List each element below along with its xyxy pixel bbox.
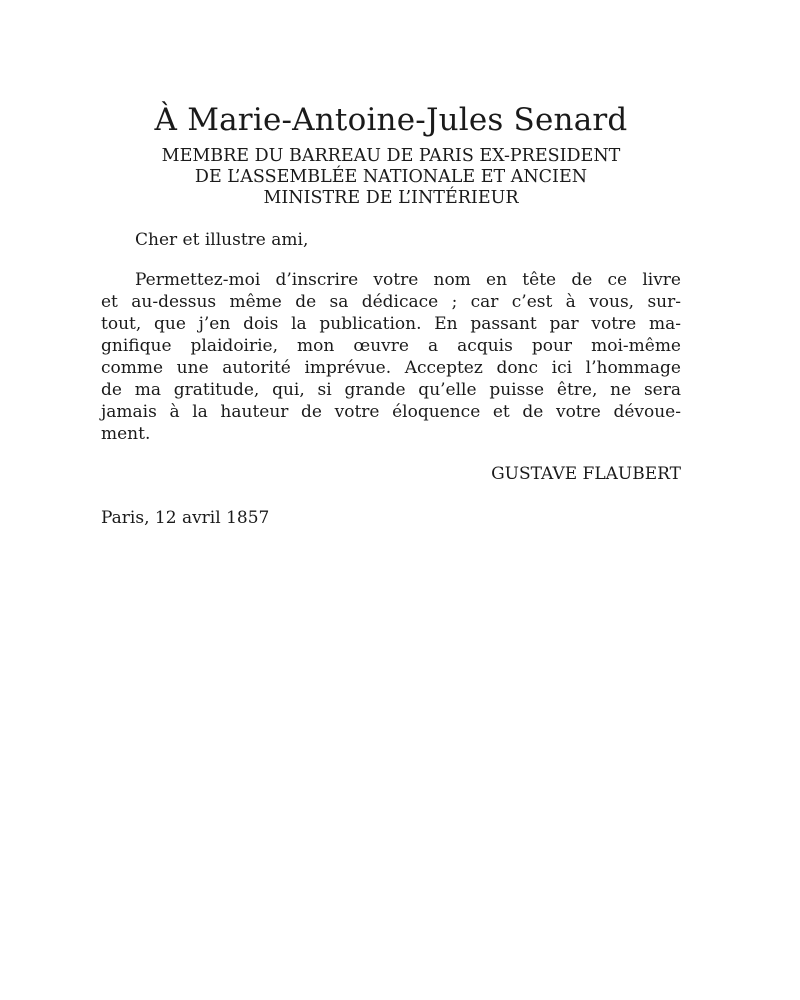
body-line: jamais à la hauteur de votre éloquence et de votre dévoue- (101, 402, 681, 422)
body-line: comme une autorité imprévue. Acceptez donc ici l’hommage (101, 358, 681, 378)
body-line: de ma gratitude, qui, si grande qu’elle puisse être, ne sera (101, 380, 681, 400)
credentials-line: MINISTRE DE L’INTÉRIEUR (263, 188, 519, 208)
dateline: Paris, 12 avril 1857 (101, 508, 270, 528)
body-line: et au-dessus même de sa dédicace ; car c’est à vous, sur- (101, 292, 681, 312)
author-signature: GUSTAVE FLAUBERT (491, 464, 681, 484)
body-line: gnifique plaidoirie, mon œuvre a acquis pour moi-même (101, 336, 681, 356)
body-line: tout, que j’en dois la publication. En passant par votre ma- (101, 314, 681, 334)
dedicatee-credentials (101, 146, 681, 209)
salutation: Cher et illustre ami, (135, 230, 309, 250)
credentials-line: DE L’ASSEMBLÉE NATIONALE ET ANCIEN (194, 167, 588, 187)
body-line: Permettez-moi d’inscrire votre nom en tête de ce livre (135, 270, 681, 290)
dedication-page (101, 100, 681, 529)
body-line: ment. (101, 424, 151, 444)
credentials-line: MEMBRE DU BARREAU DE PARIS EX-PRESIDENT (161, 146, 621, 166)
dedication-title: À Marie-Antoine-Jules Senard (154, 102, 628, 138)
dedication-body (101, 269, 681, 445)
